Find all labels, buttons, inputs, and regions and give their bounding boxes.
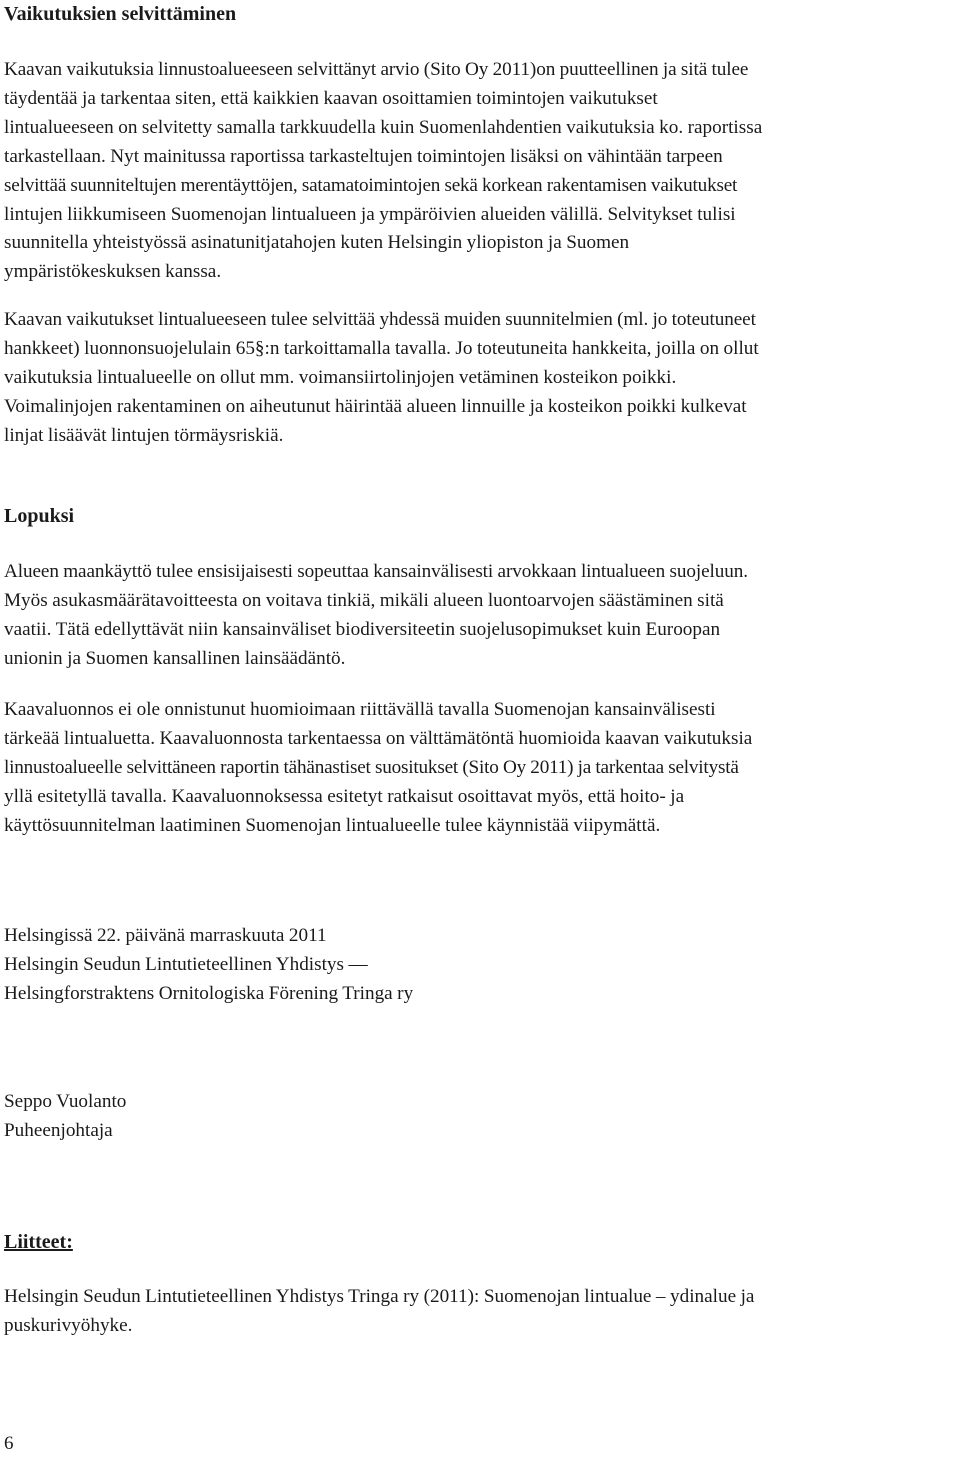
signatory-title: Puheenjohtaja xyxy=(4,1119,113,1141)
text-line: linnustoalueelle selvittäneen raportin tähänastiset suositukset (Sito Oy 2011) ja tarkentaa selvitystä xyxy=(4,756,739,778)
attachment-item-continued: puskurivyöhyke. xyxy=(4,1314,133,1336)
signatory xyxy=(4,1088,956,1146)
text-line: Kaavan vaikutukset lintualueeseen tulee selvittää yhdessä muiden suunnitelmien (ml. jo toteutuneet xyxy=(4,309,756,330)
paragraph-conclusion-2 xyxy=(4,696,956,841)
text-line: hankkeet) luonnonsuojelulain 65§:n tarkoittamalla tavalla. Jo toteutuneita hankkeita, joilla on ollut xyxy=(4,337,759,359)
organization-finnish: Helsingin Seudun Lintutieteellinen Yhdistys — xyxy=(4,953,368,975)
text-line: Myös asukasmäärätavoitteesta on voitava tinkiä, mikäli alueen luontoarvojen säästäminen sitä xyxy=(4,589,724,611)
text-line: tärkeää lintualuetta. Kaavaluonnosta tarkentaessa on välttämätöntä huomioida kaavan vaikutuksia xyxy=(4,727,753,749)
text-line: linjat lisäävät lintujen törmäysriskiä. xyxy=(4,424,284,446)
text-line: suunnitella yhteistyössä asinatunitjatahojen kuten Helsingin yliopiston ja Suomen xyxy=(4,232,630,254)
text-line: käyttösuunnitelman laatiminen Suomenojan lintualueelle tulee käynnistää viipymättä. xyxy=(4,814,661,836)
heading-impacts: Vaikutuksien selvittäminen xyxy=(4,3,237,25)
text-line: lintualueeseen on selvitetty samalla tarkkuudella kuin Suomenlahdentien vaikutuksia ko. raportissa xyxy=(4,116,763,138)
organization-swedish: Helsingforstraktens Ornitologiska Förening Tringa ry xyxy=(4,982,414,1004)
signatory-name: Seppo Vuolanto xyxy=(4,1091,127,1112)
page-number: 6 xyxy=(4,1433,14,1454)
text-line: yllä esitetyllä tavalla. Kaavaluonnoksessa esitetyt ratkaisut osoittavat myös, että hoito- ja xyxy=(4,785,685,807)
paragraph-impacts-1 xyxy=(4,56,956,287)
attachment-list xyxy=(4,1283,956,1341)
section-conclusion xyxy=(4,502,956,836)
text-line: täydentää ja tarkentaa siten, että kaikkien kaavan osoittamien toimintojen vaikutukset xyxy=(4,87,658,109)
attachment-item: Helsingin Seudun Lintutieteellinen Yhdistys Tringa ry (2011): Suomenojan lintualue – ydinalue ja xyxy=(4,1286,755,1307)
heading-attachments: Liitteet: xyxy=(4,1231,73,1253)
heading-conclusion: Lopuksi xyxy=(4,505,75,527)
paragraph-conclusion-1 xyxy=(4,558,956,674)
text-line: Kaavan vaikutuksia linnustoalueeseen selvittänyt arvio (Sito Oy 2011)on puutteellinen ja sitä tulee xyxy=(4,59,749,80)
text-line: lintujen liikkumiseen Suomenojan lintualueen ja ympäröivien alueiden välillä. Selvitykset tulisi xyxy=(4,203,736,225)
paragraph-impacts-2 xyxy=(4,306,956,451)
text-line: selvittää suunniteltujen merentäyttöjen, satamatoimintojen sekä korkean rakentamisen vaikutukset xyxy=(4,174,738,196)
text-line: tarkastellaan. Nyt mainitussa raportissa tarkasteltujen toimintojen lisäksi on vähintään tarpeen xyxy=(4,145,723,167)
text-line: vaikutuksia lintualueelle on ollut mm. voimansiirtolinjojen vetäminen kosteikon poikki. xyxy=(4,366,677,388)
text-line: unionin ja Suomen kansallinen lainsäädäntö. xyxy=(4,647,346,669)
text-line: Alueen maankäyttö tulee ensisijaisesti sopeuttaa kansainvälisesti arvokkaan lintualueen suojeluun. xyxy=(4,561,748,582)
section-impacts xyxy=(4,0,956,446)
text-line: Kaavaluonnos ei ole onnistunut huomioimaan riittävällä tavalla Suomenojan kansainvälisesti xyxy=(4,699,716,720)
text-line: Voimalinjojen rakentaminen on aiheutunut häirintää alueen linnuille ja kosteikon poikki kulkevat xyxy=(4,395,747,417)
signature-block xyxy=(4,922,956,1009)
text-line: vaatii. Tätä edellyttävät niin kansainväliset biodiversiteetin suojelusopimukset kuin Euroopan xyxy=(4,618,721,640)
text-line: ympäristökeskuksen kanssa. xyxy=(4,261,222,283)
place-date: Helsingissä 22. päivänä marraskuuta 2011 xyxy=(4,925,327,946)
section-attachments xyxy=(4,1228,956,1336)
